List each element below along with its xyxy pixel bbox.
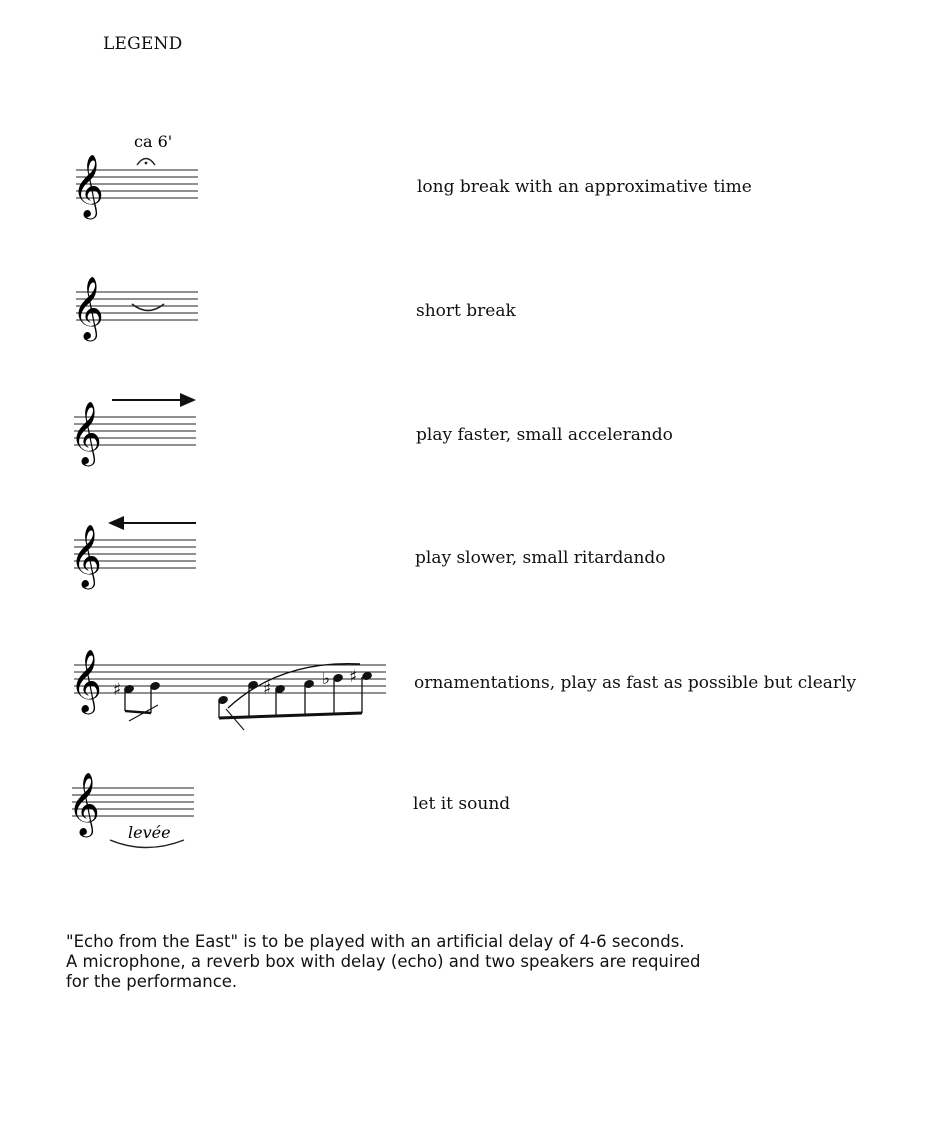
- short-break-arc-icon: [132, 304, 164, 311]
- sharp-icon: ♯: [349, 667, 358, 687]
- legend-row-short-break: [0, 245, 936, 355]
- treble-clef-icon: 𝄞: [68, 772, 100, 835]
- ornament-group-2: [218, 664, 373, 730]
- legend-row-long-break: [0, 120, 936, 230]
- fermata-time-label: ca 6': [134, 132, 173, 151]
- treble-clef-icon: 𝄞: [70, 401, 102, 464]
- arrow-right-icon: [112, 393, 196, 407]
- fermata-icon: [137, 159, 155, 166]
- levee-staff: [0, 740, 380, 860]
- performance-notes: [66, 932, 701, 992]
- legend-row-let-it-sound: [0, 740, 936, 850]
- sharp-icon: ♯: [263, 679, 272, 699]
- legend-description: short break: [416, 301, 516, 321]
- legend-description: play slower, small ritardando: [415, 548, 666, 568]
- ornament-staff: [0, 620, 400, 740]
- treble-clef-icon: 𝄞: [70, 649, 102, 712]
- treble-clef-icon: 𝄞: [72, 154, 104, 217]
- legend-description: long break with an approximative time: [417, 177, 752, 197]
- flat-icon: ♭: [322, 669, 331, 689]
- legend-description: ornamentations, play as fast as possible but clearly: [414, 673, 857, 693]
- footer-line: "Echo from the East" is to be played with an artificial delay of 4-6 seconds.: [66, 932, 685, 951]
- legend-description: let it sound: [413, 794, 511, 814]
- legend-row-ornamentations: [0, 620, 936, 730]
- legend-description: play faster, small accelerando: [416, 425, 673, 445]
- accelerando-staff: [0, 370, 380, 480]
- short-break-staff: [0, 245, 380, 355]
- ritardando-staff: [0, 493, 380, 603]
- legend-row-accelerando: [0, 370, 936, 480]
- footer-line: A microphone, a reverb box with delay (echo) and two speakers are required: [66, 952, 701, 971]
- fermata-staff: [0, 120, 380, 230]
- sharp-icon: ♯: [113, 680, 122, 700]
- footer-line: for the performance.: [66, 972, 238, 991]
- legend-row-ritardando: [0, 493, 936, 603]
- page-title: LEGEND: [103, 34, 183, 54]
- treble-clef-icon: 𝄞: [72, 276, 104, 339]
- arrow-left-icon: [108, 516, 196, 530]
- treble-clef-icon: 𝄞: [70, 524, 102, 587]
- levee-label: levée: [128, 823, 171, 842]
